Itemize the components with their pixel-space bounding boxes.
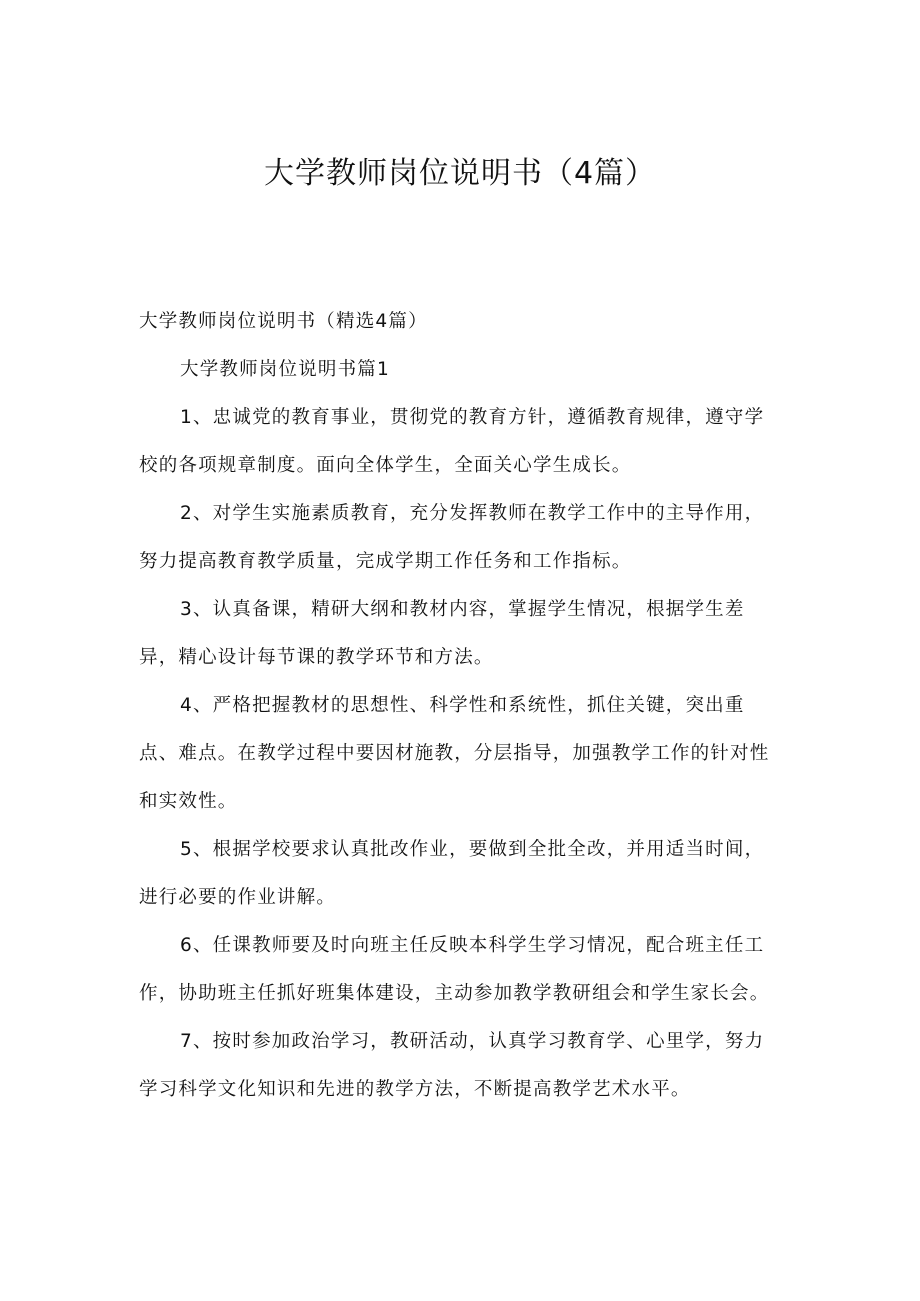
text-line: 异，精心设计每节课的教学环节和方法。 <box>139 647 494 668</box>
text-line: 作，协助班主任抓好班集体建设，主动参加教学教研组会和学生家长会。 <box>139 983 770 1004</box>
text-line: 5、根据学校要求认真批改作业，要做到全批全改，并用适当时间， <box>180 839 765 860</box>
text-line: 1、忠诚党的教育事业，贯彻党的教育方针，遵循教育规律，遵守学 <box>180 407 765 428</box>
document-body <box>139 306 787 1122</box>
text-line: 和实效性。 <box>139 791 238 812</box>
text-line: 点、难点。在教学过程中要因材施教，分层指导，加强教学工作的针对性 <box>139 743 770 764</box>
text-line: 7、按时参加政治学习，教研活动，认真学习教育学、心里学，努力 <box>180 1031 765 1052</box>
text-line: 4、严格把握教材的思想性、科学性和系统性，抓住关键，突出重 <box>180 695 745 716</box>
text-line: 校的各项规章制度。面向全体学生，全面关心学生成长。 <box>139 455 632 476</box>
text-line: 6、任课教师要及时向班主任反映本科学生学习情况，配合班主任工 <box>180 935 765 956</box>
text-line: 努力提高教育教学质量，完成学期工作任务和工作指标。 <box>139 551 632 572</box>
text-line: 大学教师岗位说明书（精选4篇） <box>139 311 428 332</box>
text-line: 大学教师岗位说明书篇1 <box>180 359 390 380</box>
text-line: 2、对学生实施素质教育，充分发挥教师在教学工作中的主导作用， <box>180 503 765 524</box>
text-line: 3、认真备课，精研大纲和教材内容，掌握学生情况，根据学生差 <box>180 599 745 620</box>
text-line: 学习科学文化知识和先进的教学方法，不断提高教学艺术水平。 <box>139 1079 691 1100</box>
document-title: 大学教师岗位说明书（4篇） <box>263 156 657 191</box>
text-line: 进行必要的作业讲解。 <box>139 887 337 908</box>
